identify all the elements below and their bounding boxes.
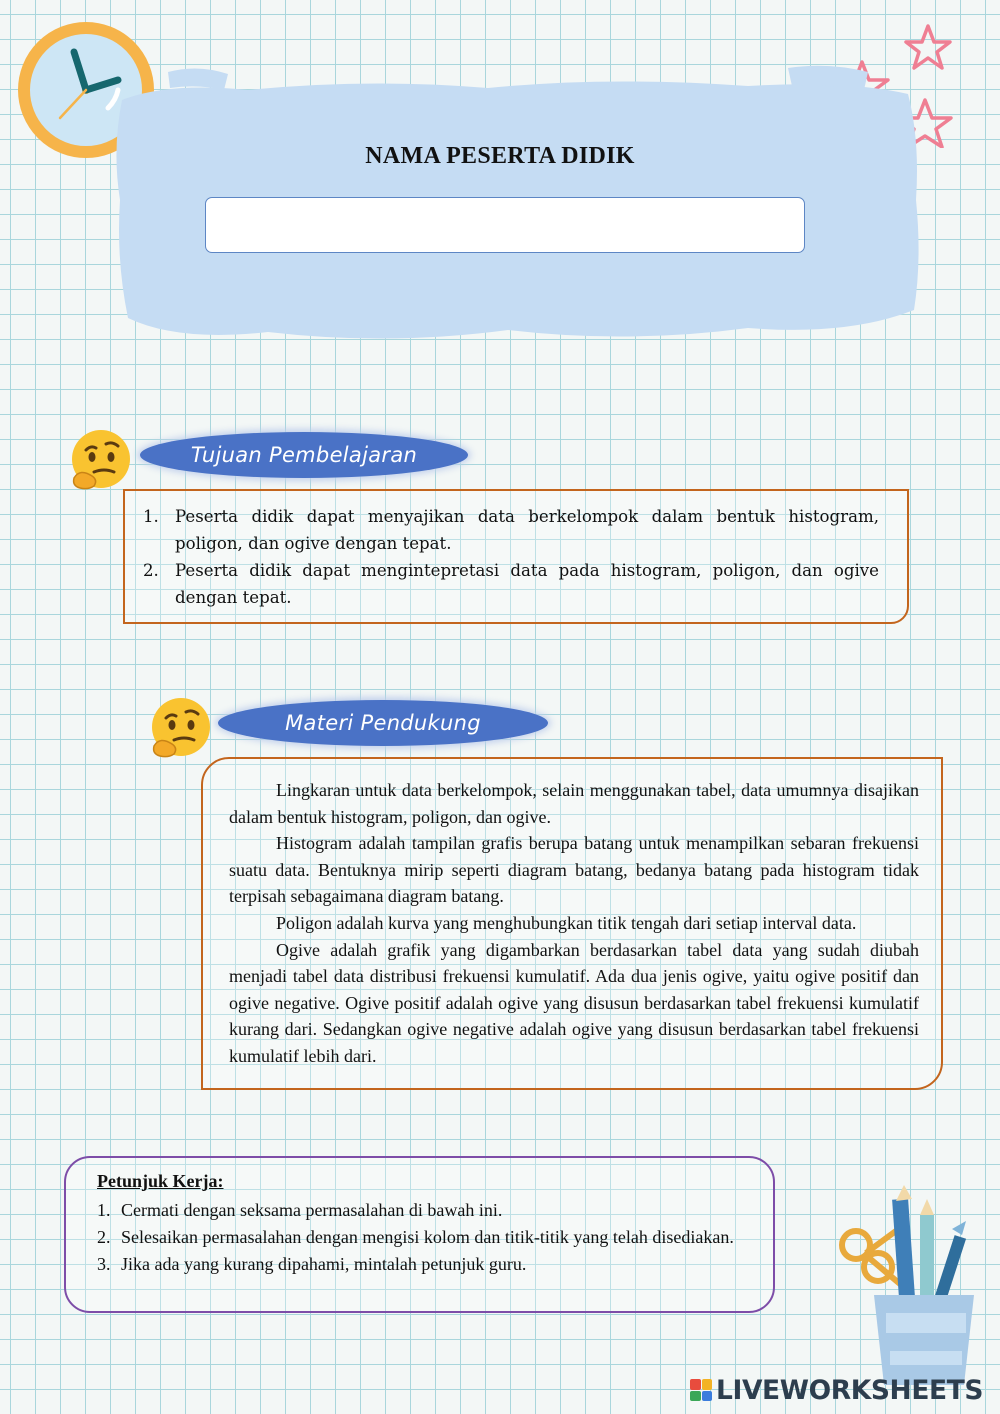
brand-text: LIVEWORKSHEETS [716, 1374, 984, 1406]
petunjuk-title: Petunjuk Kerja: [97, 1171, 224, 1191]
liveworksheets-logo [690, 1374, 983, 1406]
list-item: 1. Peserta didik dapat menyajikan data berkelompok dalam bentuk histogram, poligon, dan ogive dengan tepat. [143, 507, 879, 553]
list-item: 1. Cermati dengan seksama permasalahan di bawah ini. [97, 1200, 503, 1220]
list-item: 2. Peserta didik dapat mengintepretasi data pada histogram, poligon, dan ogive dengan tepat. [143, 561, 879, 607]
student-name-input[interactable] [205, 197, 805, 253]
list-item: 2. Selesaikan permasalahan dengan mengisi kolom dan titik-titik yang telah disediakan. [97, 1227, 734, 1247]
thinking-face-emoji [148, 696, 214, 762]
materi-text [229, 777, 919, 1070]
brand-logo-icon [690, 1379, 712, 1401]
tujuan-heading: Tujuan Pembelajaran [140, 432, 468, 478]
petunjuk-list [97, 1197, 739, 1278]
name-title: NAMA PESERTA DIDIK [365, 143, 635, 169]
materi-paragraph: Ogive adalah grafik yang digambarkan berdasarkan tabel data yang sudah diubah menjadi tabel data distribusi frekuensi kumulatif. Ada dua jenis ogive, yaitu ogive positif dan ogive negative. Ogive positif adalah ogive yang disusun berdasarkan tabel frekuensi kumulatif kurang dari. Sedangkan ogive negative adalah ogive yang disusun berdasarkan tabel frekuensi kumulatif lebih dari. [229, 939, 919, 1066]
materi-paragraph: Poligon adalah kurva yang menghubungkan titik tengah dari setiap interval data. [276, 912, 857, 933]
pencil-cup-icon [834, 1185, 994, 1385]
thinking-face-emoji [68, 428, 134, 494]
materi-paragraph: Histogram adalah tampilan grafis berupa batang untuk menampilkan sebaran frekuensi suatu data. Bentuknya mirip seperti diagram batang, bedanya batang pada histogram tidak terpisah sebagaimana diagram batang. [229, 833, 919, 907]
materi-paragraph: Lingkaran untuk data berkelompok, selain menggunakan tabel, data umumnya disajikan dalam bentuk histogram, poligon, dan ogive. [229, 780, 919, 827]
materi-heading: Materi Pendukung [218, 700, 548, 746]
list-item: 3. Jika ada yang kurang dipahami, mintalah petunjuk guru. [97, 1254, 527, 1274]
tujuan-list [143, 503, 879, 611]
